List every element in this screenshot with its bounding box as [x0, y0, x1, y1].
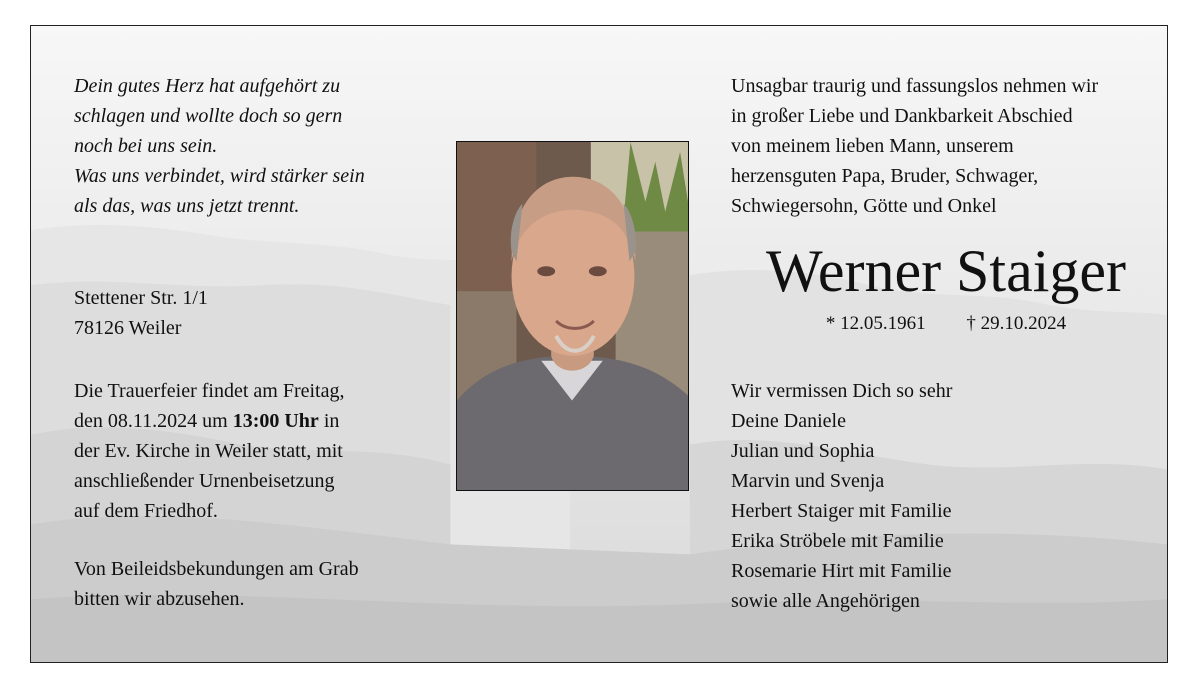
intro-line: Unsagbar traurig und fassungslos nehmen wir: [731, 75, 1099, 97]
service-line: Die Trauerfeier findet am Freitag,: [74, 380, 345, 402]
closing-line: Von Beileidsbekundungen am Grab: [74, 558, 359, 580]
service-line: anschließender Urnenbeisetzung: [74, 470, 335, 492]
poem: [74, 71, 365, 221]
poem-line: Dein gutes Herz hat aufgehört zu: [74, 75, 341, 97]
service-line: der Ev. Kirche in Weiler statt, mit: [74, 440, 343, 462]
service-line: auf dem Friedhof.: [74, 500, 218, 522]
mourner-line: sowie alle Angehörigen: [731, 590, 920, 612]
service-text: in: [318, 410, 340, 432]
service-time: 13:00 Uhr: [232, 410, 319, 432]
mourners-list: [731, 376, 952, 616]
service-date: den 08.11.2024 um: [74, 410, 233, 432]
life-dates: [731, 311, 1161, 337]
mourner-line: Julian und Sophia: [731, 440, 875, 462]
funeral-service-info: [74, 376, 344, 526]
intro-line: herzensguten Papa, Bruder, Schwager,: [731, 165, 1039, 187]
condolence-note: [74, 554, 359, 614]
address-city: 78126 Weiler: [74, 317, 182, 339]
announcement-text: [731, 71, 1098, 221]
deceased-name: Werner Staiger: [766, 238, 1126, 304]
poem-line: Was uns verbindet, wird stärker sein: [74, 165, 365, 187]
poem-line: schlagen und wollte doch so gern: [74, 105, 343, 127]
mourner-line: Deine Daniele: [731, 410, 846, 432]
mourner-line: Erika Ströbele mit Familie: [731, 530, 944, 552]
mourner-line: Marvin und Svenja: [731, 470, 885, 492]
intro-line: in großer Liebe und Dankbarkeit Abschied: [731, 105, 1073, 127]
death-date: † 29.10.2024: [966, 313, 1067, 334]
portrait-photo: [456, 141, 689, 491]
birth-date: * 12.05.1961: [825, 313, 926, 334]
obituary-card: [30, 25, 1168, 663]
closing-line: bitten wir abzusehen.: [74, 588, 245, 610]
address: [74, 283, 208, 343]
mourner-line: Wir vermissen Dich so sehr: [731, 380, 953, 402]
mourner-line: Herbert Staiger mit Familie: [731, 500, 952, 522]
intro-line: von meinem lieben Mann, unserem: [731, 135, 1014, 157]
poem-line: noch bei uns sein.: [74, 135, 218, 157]
portrait-illustration: [457, 142, 688, 490]
intro-line: Schwiegersohn, Götte und Onkel: [731, 195, 997, 217]
address-street: Stettener Str. 1/1: [74, 287, 208, 309]
service-line: [74, 406, 344, 436]
poem-line: als das, was uns jetzt trennt.: [74, 195, 300, 217]
mourner-line: Rosemarie Hirt mit Familie: [731, 560, 952, 582]
